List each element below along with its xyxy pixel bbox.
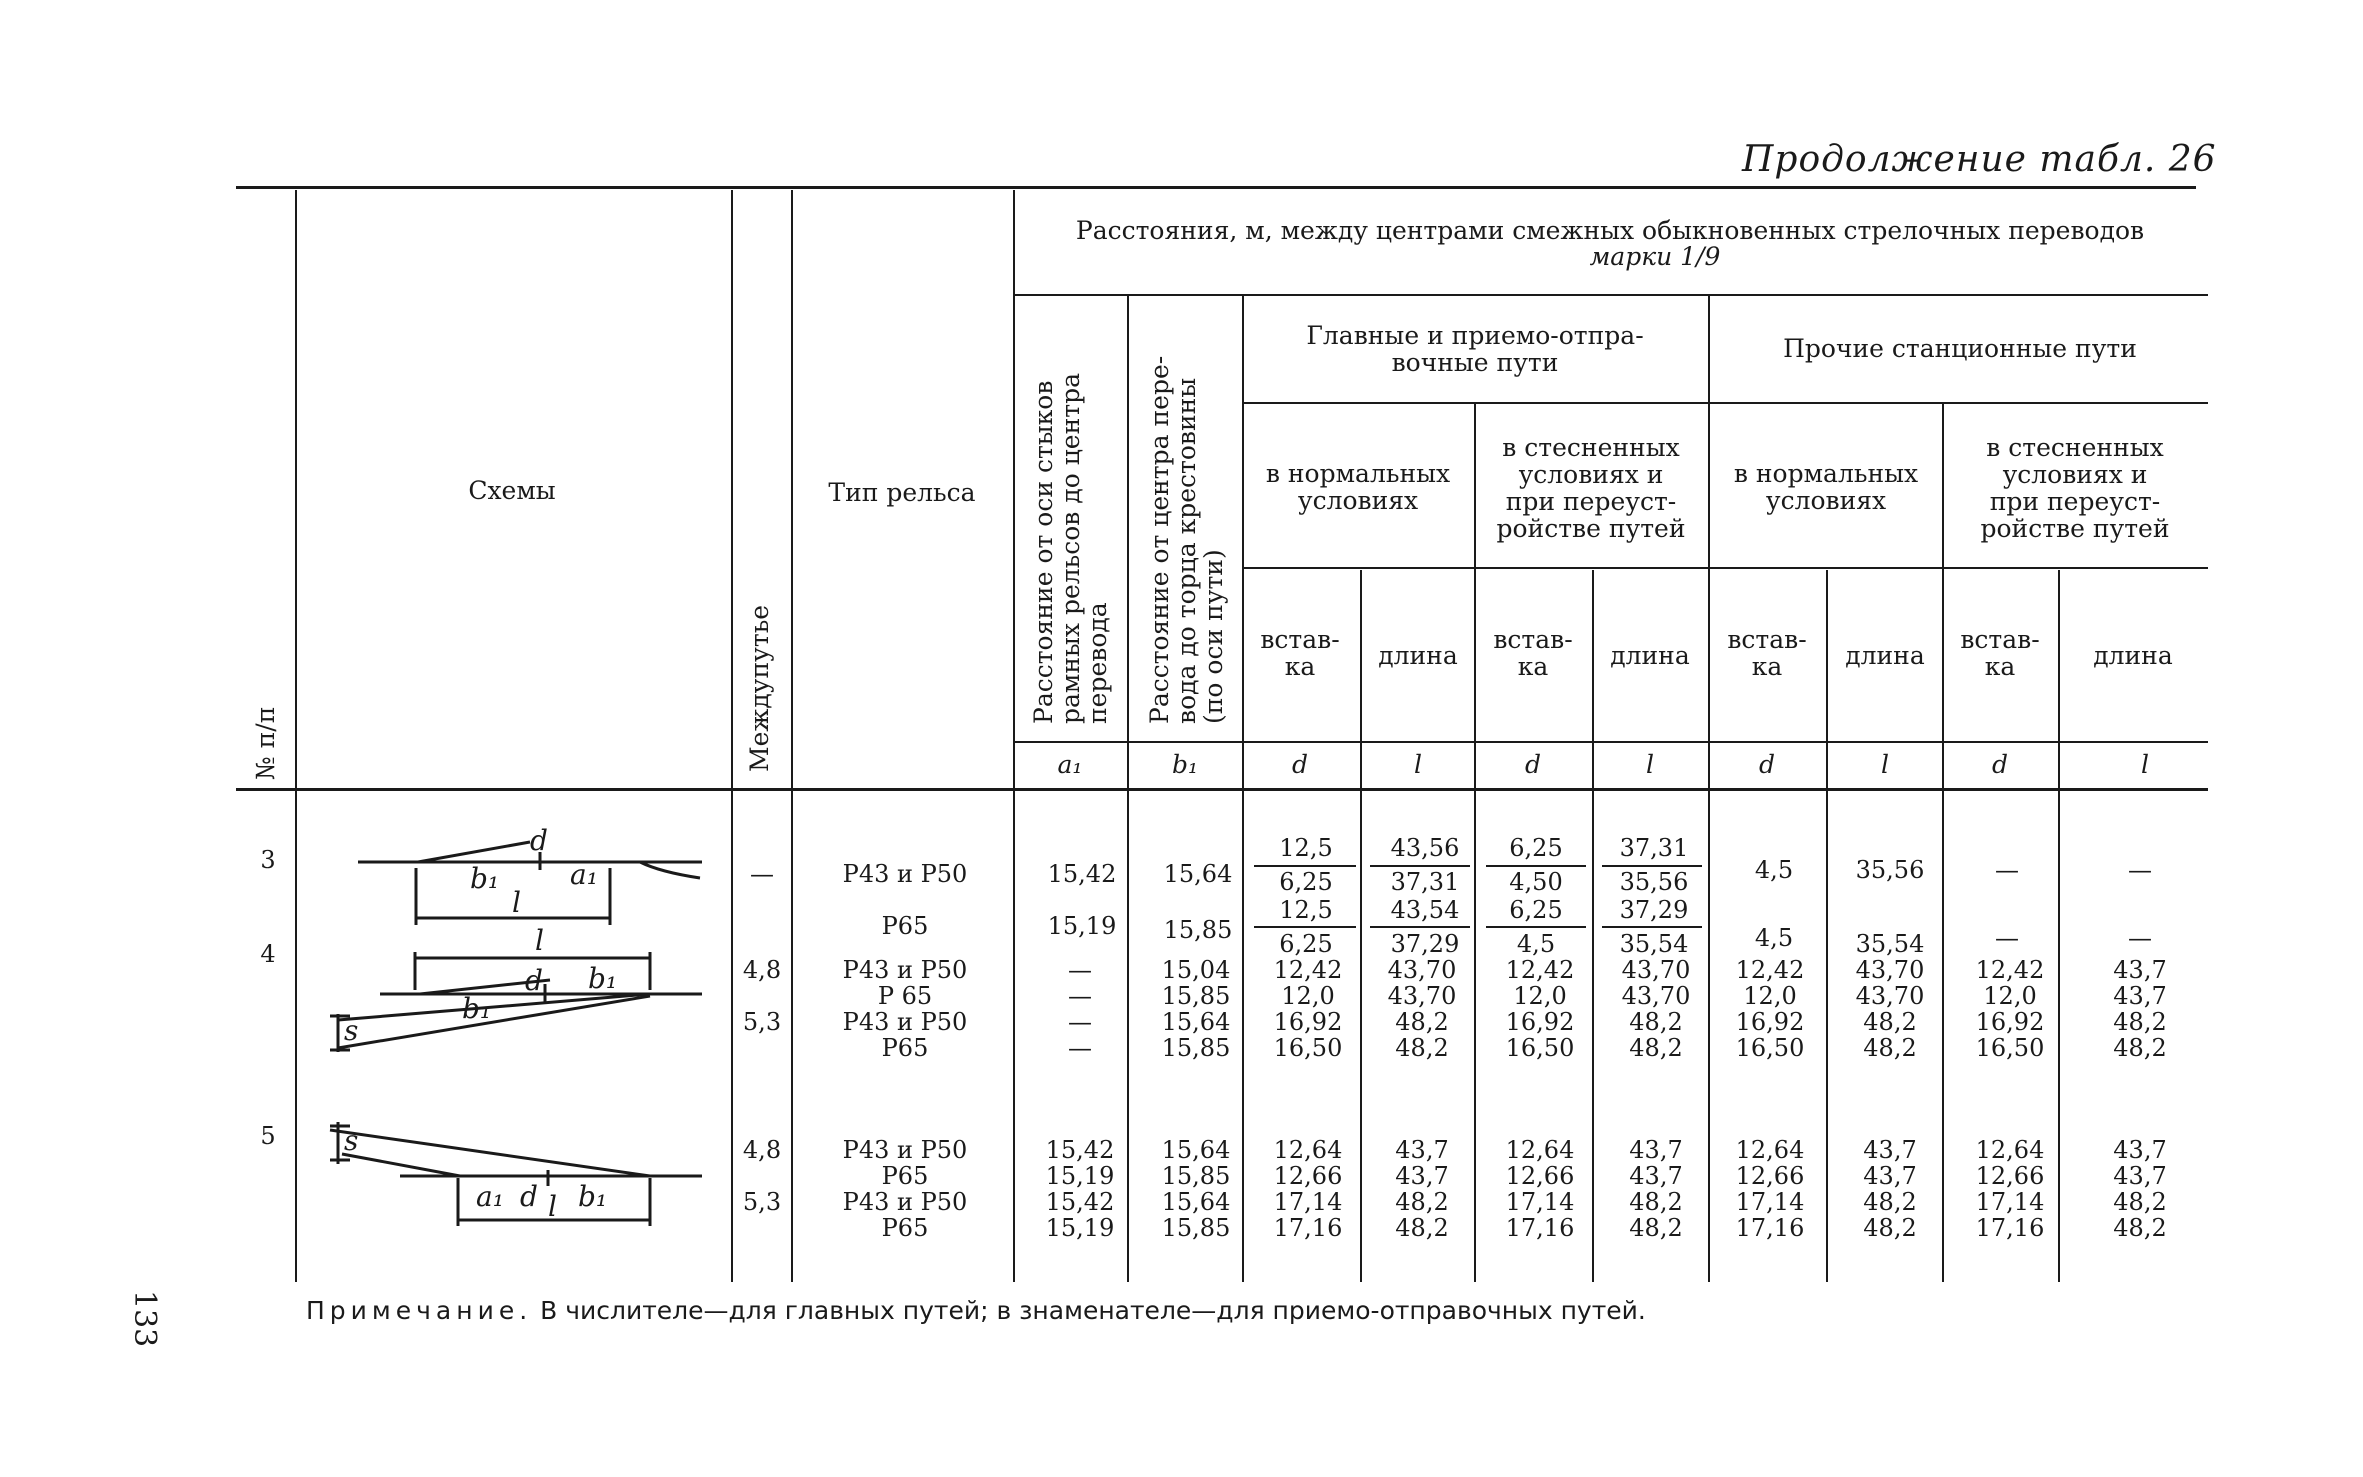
r5-line3-v7: 48,2 [2113, 1214, 2167, 1242]
s3-label-l: l [512, 886, 521, 919]
r4-line3-v2: 16,50 [1505, 1034, 1575, 1062]
row3-f1-l2-den: 35,56 [1619, 868, 1689, 896]
r4-line3-v0: 16,50 [1273, 1034, 1343, 1062]
s4-label-l: l [535, 924, 544, 957]
r5-line3-v2: 17,16 [1505, 1214, 1575, 1242]
r5-line1-v0: 12,66 [1273, 1162, 1343, 1190]
header-main-normal-line2: условиях [1297, 486, 1419, 515]
header-other-constrained-line3: при переуст- [1989, 487, 2161, 516]
row3-f2-d-den: 6,25 [1279, 930, 1333, 958]
s3-label-d: d [530, 824, 548, 857]
s4-lower-link [338, 994, 650, 1020]
sym-l-3: l [1881, 750, 1889, 779]
r4-line1-rail: Р 65 [877, 982, 933, 1010]
row3-b1-2: 15,85 [1163, 916, 1233, 944]
r5-line0-v2: 12,64 [1505, 1136, 1575, 1164]
row3-o1-l: 35,56 [1855, 856, 1925, 884]
header-vstavka-4-line2: ка [1984, 652, 2016, 681]
sym-d-3: d [1758, 750, 1776, 779]
r5-line3-b1: 15,85 [1161, 1214, 1231, 1242]
header-other-constrained-line1: в стесненных [1986, 433, 2164, 462]
s3-label-a1: a₁ [570, 858, 598, 891]
r4-line1-v2: 12,0 [1513, 982, 1567, 1010]
r5-line3-a1: 15,19 [1045, 1214, 1115, 1242]
header-a1-line2: рамных рельсов до центра [1056, 373, 1085, 724]
row3-f1-d2-den: 4,50 [1509, 868, 1563, 896]
header-main-constrained-line4: ройстве путей [1496, 514, 1686, 543]
row3-f1-l2-num: 37,31 [1619, 834, 1689, 862]
r5-line1-v4: 12,66 [1735, 1162, 1805, 1190]
r4-line3-a1: — [1068, 1034, 1092, 1062]
r4-line2-a1: — [1068, 1008, 1092, 1036]
header-main-constrained-line3: при переуст- [1505, 487, 1677, 516]
r4-line1-v7: 43,7 [2113, 982, 2167, 1010]
header-vstavka-1-line1: встав- [1260, 625, 1340, 654]
note-text: В числителе—для главных путей; в знаменателе—для приемо-отправочных путей. [532, 1296, 1646, 1325]
header-num: № п/п [251, 706, 280, 780]
s5-label-b1: b₁ [578, 1180, 608, 1213]
row3-f1-l-num: 43,56 [1390, 834, 1460, 862]
table-caption: Продолжение табл. 26 [1742, 139, 2217, 180]
r4-line0-b1: 15,04 [1161, 956, 1231, 984]
r5-line1-v7: 43,7 [2113, 1162, 2167, 1190]
r5-line3-v5: 48,2 [1863, 1214, 1917, 1242]
r5-line0-v0: 12,64 [1273, 1136, 1343, 1164]
sym-d-1: d [1291, 750, 1309, 779]
page-number: 133 [127, 1290, 162, 1348]
r5-line2-mezhdu: 5,3 [742, 1188, 782, 1216]
s5-label-l: l [548, 1190, 557, 1223]
header-vstavka-3-line1: встав- [1727, 625, 1807, 654]
s5-lower-diagonal [342, 1154, 460, 1176]
r5-line2-v0: 17,14 [1273, 1188, 1343, 1216]
r5-line1-v3: 43,7 [1629, 1162, 1683, 1190]
row3-b1-1: 15,64 [1163, 860, 1233, 888]
r5-line1-b1: 15,85 [1161, 1162, 1231, 1190]
r4-line1-v1: 43,70 [1387, 982, 1457, 1010]
row3-mezhdu: — [750, 860, 774, 888]
header-mezhdu: Междупутье [745, 604, 774, 772]
header-vstavka-1-line2: ка [1284, 652, 1316, 681]
header-dlina-2: длина [1610, 641, 1690, 670]
header-vstavka-2-line1: встав- [1493, 625, 1573, 654]
r5-line1-v5: 43,7 [1863, 1162, 1917, 1190]
row3-f2-l-num: 43,54 [1390, 896, 1460, 924]
r5-line1-v1: 43,7 [1395, 1162, 1449, 1190]
r4-line3-b1: 15,85 [1161, 1034, 1231, 1062]
r5-line1-v6: 12,66 [1975, 1162, 2045, 1190]
r4-line2-v4: 16,92 [1735, 1008, 1805, 1036]
header-main-paths-line2: вочные пути [1391, 348, 1559, 377]
header-b1-line3: (по оси пути) [1199, 549, 1228, 724]
sym-a1: a₁ [1057, 750, 1083, 779]
header-other-normal-line2: условиях [1765, 486, 1887, 515]
s4-label-s: s [344, 1014, 359, 1047]
r4-line1-a1: — [1068, 982, 1092, 1010]
s5-label-a1: a₁ [476, 1180, 504, 1213]
s3-frog-curve [640, 862, 700, 878]
r4-line0-v6: 12,42 [1975, 956, 2045, 984]
r4-line3-v5: 48,2 [1863, 1034, 1917, 1062]
r4-line1-b1: 15,85 [1161, 982, 1231, 1010]
s5-label-d: d [520, 1180, 538, 1213]
r5-line3-v6: 17,16 [1975, 1214, 2045, 1242]
r4-line3-v3: 48,2 [1629, 1034, 1683, 1062]
row3-o1-l2: — [2128, 856, 2152, 884]
r4-line2-v6: 16,92 [1975, 1008, 2045, 1036]
r5-line0-v1: 43,7 [1395, 1136, 1449, 1164]
r5-line2-v2: 17,14 [1505, 1188, 1575, 1216]
sym-l-4: l [2141, 750, 2149, 779]
row4-num: 4 [260, 940, 276, 968]
header-vstavka-2-line2: ка [1517, 652, 1549, 681]
r5-line0-mezhdu: 4,8 [742, 1136, 782, 1164]
r5-line1-a1: 15,19 [1045, 1162, 1115, 1190]
r5-line2-v4: 17,14 [1735, 1188, 1805, 1216]
row3-f2-l-den: 37,29 [1390, 930, 1460, 958]
r4-line3-v4: 16,50 [1735, 1034, 1805, 1062]
row3-o2-d2: — [1995, 924, 2019, 952]
s4-label-d: d [525, 964, 543, 997]
r4-line0-rail: Р43 и Р50 [842, 956, 968, 984]
header-main-normal-line1: в нормальных [1265, 459, 1451, 488]
r4-line0-a1: — [1068, 956, 1092, 984]
row3-f2-d2-den: 4,5 [1516, 930, 1556, 958]
note-label: Примечание. [306, 1296, 533, 1325]
header-dlina-3: длина [1845, 641, 1925, 670]
sym-l-2: l [1646, 750, 1654, 779]
s5-upper-diagonal [330, 1130, 650, 1176]
r4-line0-v5: 43,70 [1855, 956, 1925, 984]
header-other-constrained-line4: ройстве путей [1980, 514, 2170, 543]
r4-line2-mezhdu: 5,3 [742, 1008, 782, 1036]
sym-l-1: l [1414, 750, 1422, 779]
r4-line2-v1: 48,2 [1395, 1008, 1449, 1036]
row3-f1-l-den: 37,31 [1390, 868, 1460, 896]
row3-o1-d2: — [1995, 856, 2019, 884]
r4-line3-rail: Р65 [881, 1034, 929, 1062]
r4-line2-rail: Р43 и Р50 [842, 1008, 968, 1036]
r5-line0-v3: 43,7 [1629, 1136, 1683, 1164]
header-top-line1: Расстояния, м, между центрами смежных обыкновенных стрелочных переводов [1075, 216, 2145, 245]
row5-num: 5 [260, 1122, 276, 1150]
sym-b1: b₁ [1171, 750, 1199, 779]
row3-f2-l2-den: 35,54 [1619, 930, 1689, 958]
r5-line1-rail: Р65 [881, 1162, 929, 1190]
r4-line1-v3: 43,70 [1621, 982, 1691, 1010]
row3-rail-1: Р43 и Р50 [842, 860, 968, 888]
header-dlina-4: длина [2093, 641, 2173, 670]
r5-line2-b1: 15,64 [1161, 1188, 1231, 1216]
header-a1-line1: Расстояние от оси стыков [1029, 380, 1058, 724]
r5-line3-rail: Р65 [881, 1214, 929, 1242]
row3-f2-d-num: 12,5 [1279, 896, 1333, 924]
r4-line1-v4: 12,0 [1743, 982, 1797, 1010]
row3-f1-d2-num: 6,25 [1509, 834, 1563, 862]
r4-line0-v3: 43,70 [1621, 956, 1691, 984]
s4-label-b1-a: b₁ [588, 962, 618, 995]
row3-o2-l: 35,54 [1855, 930, 1925, 958]
s4-crossover [338, 996, 650, 1048]
r4-line2-b1: 15,64 [1161, 1008, 1231, 1036]
r5-line0-v4: 12,64 [1735, 1136, 1805, 1164]
header-other-paths: Прочие станционные пути [1783, 334, 2137, 363]
header-schemes: Схемы [468, 476, 556, 505]
s5-label-s: s [344, 1124, 359, 1157]
row3-a1-1: 15,42 [1047, 860, 1117, 888]
header-top-line2: марки 1/9 [1589, 242, 1721, 271]
row3-f2-d2-num: 6,25 [1509, 896, 1563, 924]
header-b1-line2: вода до торца крестовины [1172, 377, 1201, 724]
r5-line0-rail: Р43 и Р50 [842, 1136, 968, 1164]
r4-line1-v0: 12,0 [1281, 982, 1335, 1010]
row3-f2-l2-num: 37,29 [1619, 896, 1689, 924]
sym-d-2: d [1524, 750, 1542, 779]
header-main-constrained-line2: условиях и [1518, 460, 1664, 489]
r4-line1-v6: 12,0 [1983, 982, 2037, 1010]
sym-d-4: d [1991, 750, 2009, 779]
r4-line1-v5: 43,70 [1855, 982, 1925, 1010]
r5-line1-v2: 12,66 [1505, 1162, 1575, 1190]
row3-o2-l2: — [2128, 924, 2152, 952]
r5-line0-a1: 15,42 [1045, 1136, 1115, 1164]
row3-f1-d-num: 12,5 [1279, 834, 1333, 862]
row3-num: 3 [260, 846, 276, 874]
r4-line3-v7: 48,2 [2113, 1034, 2167, 1062]
r4-line0-v7: 43,7 [2113, 956, 2167, 984]
r4-line0-v1: 43,70 [1387, 956, 1457, 984]
row3-f1-d-den: 6,25 [1279, 868, 1333, 896]
r4-line0-mezhdu: 4,8 [742, 956, 782, 984]
r5-line2-v1: 48,2 [1395, 1188, 1449, 1216]
r4-line0-v2: 12,42 [1505, 956, 1575, 984]
r5-line0-v6: 12,64 [1975, 1136, 2045, 1164]
s3-diverging-track [418, 842, 530, 862]
r5-line2-v3: 48,2 [1629, 1188, 1683, 1216]
r4-line3-v6: 16,50 [1975, 1034, 2045, 1062]
r5-line2-v5: 48,2 [1863, 1188, 1917, 1216]
row3-rail-2: Р65 [881, 912, 929, 940]
r5-line2-a1: 15,42 [1045, 1188, 1115, 1216]
r5-line0-v7: 43,7 [2113, 1136, 2167, 1164]
r4-line2-v5: 48,2 [1863, 1008, 1917, 1036]
r4-line2-v3: 48,2 [1629, 1008, 1683, 1036]
r5-line3-v3: 48,2 [1629, 1214, 1683, 1242]
header-other-constrained-line2: условиях и [2002, 460, 2148, 489]
r4-line3-v1: 48,2 [1395, 1034, 1449, 1062]
r5-line0-v5: 43,7 [1863, 1136, 1917, 1164]
r5-line3-v1: 48,2 [1395, 1214, 1449, 1242]
header-b1-line1: Расстояние от центра пере- [1145, 355, 1174, 724]
r4-line2-v0: 16,92 [1273, 1008, 1343, 1036]
header-dlina-1: длина [1378, 641, 1458, 670]
r4-line0-v4: 12,42 [1735, 956, 1805, 984]
header-a1-line3: перевода [1083, 602, 1112, 724]
s3-label-b1: b₁ [470, 862, 500, 895]
header-vstavka-4-line1: встав- [1960, 625, 2040, 654]
r5-line2-rail: Р43 и Р50 [842, 1188, 968, 1216]
r5-line3-v0: 17,16 [1273, 1214, 1343, 1242]
header-main-paths-line1: Главные и приемо-отпра- [1306, 321, 1644, 350]
header-vstavka-3-line2: ка [1751, 652, 1783, 681]
header-main-constrained-line1: в стесненных [1502, 433, 1680, 462]
r5-line3-v4: 17,16 [1735, 1214, 1805, 1242]
r4-line0-v0: 12,42 [1273, 956, 1343, 984]
row3-o2-d: 4,5 [1754, 924, 1794, 952]
r5-line2-v6: 17,14 [1975, 1188, 2045, 1216]
row3-a1-2: 15,19 [1047, 912, 1117, 940]
s4-label-b1-b: b₁ [462, 992, 492, 1025]
header-other-normal-line1: в нормальных [1733, 459, 1919, 488]
header-rail-type: Тип рельса [828, 478, 976, 507]
row3-o1-d: 4,5 [1754, 856, 1794, 884]
r5-line0-b1: 15,64 [1161, 1136, 1231, 1164]
r4-line2-v2: 16,92 [1505, 1008, 1575, 1036]
r4-line2-v7: 48,2 [2113, 1008, 2167, 1036]
r5-line2-v7: 48,2 [2113, 1188, 2167, 1216]
